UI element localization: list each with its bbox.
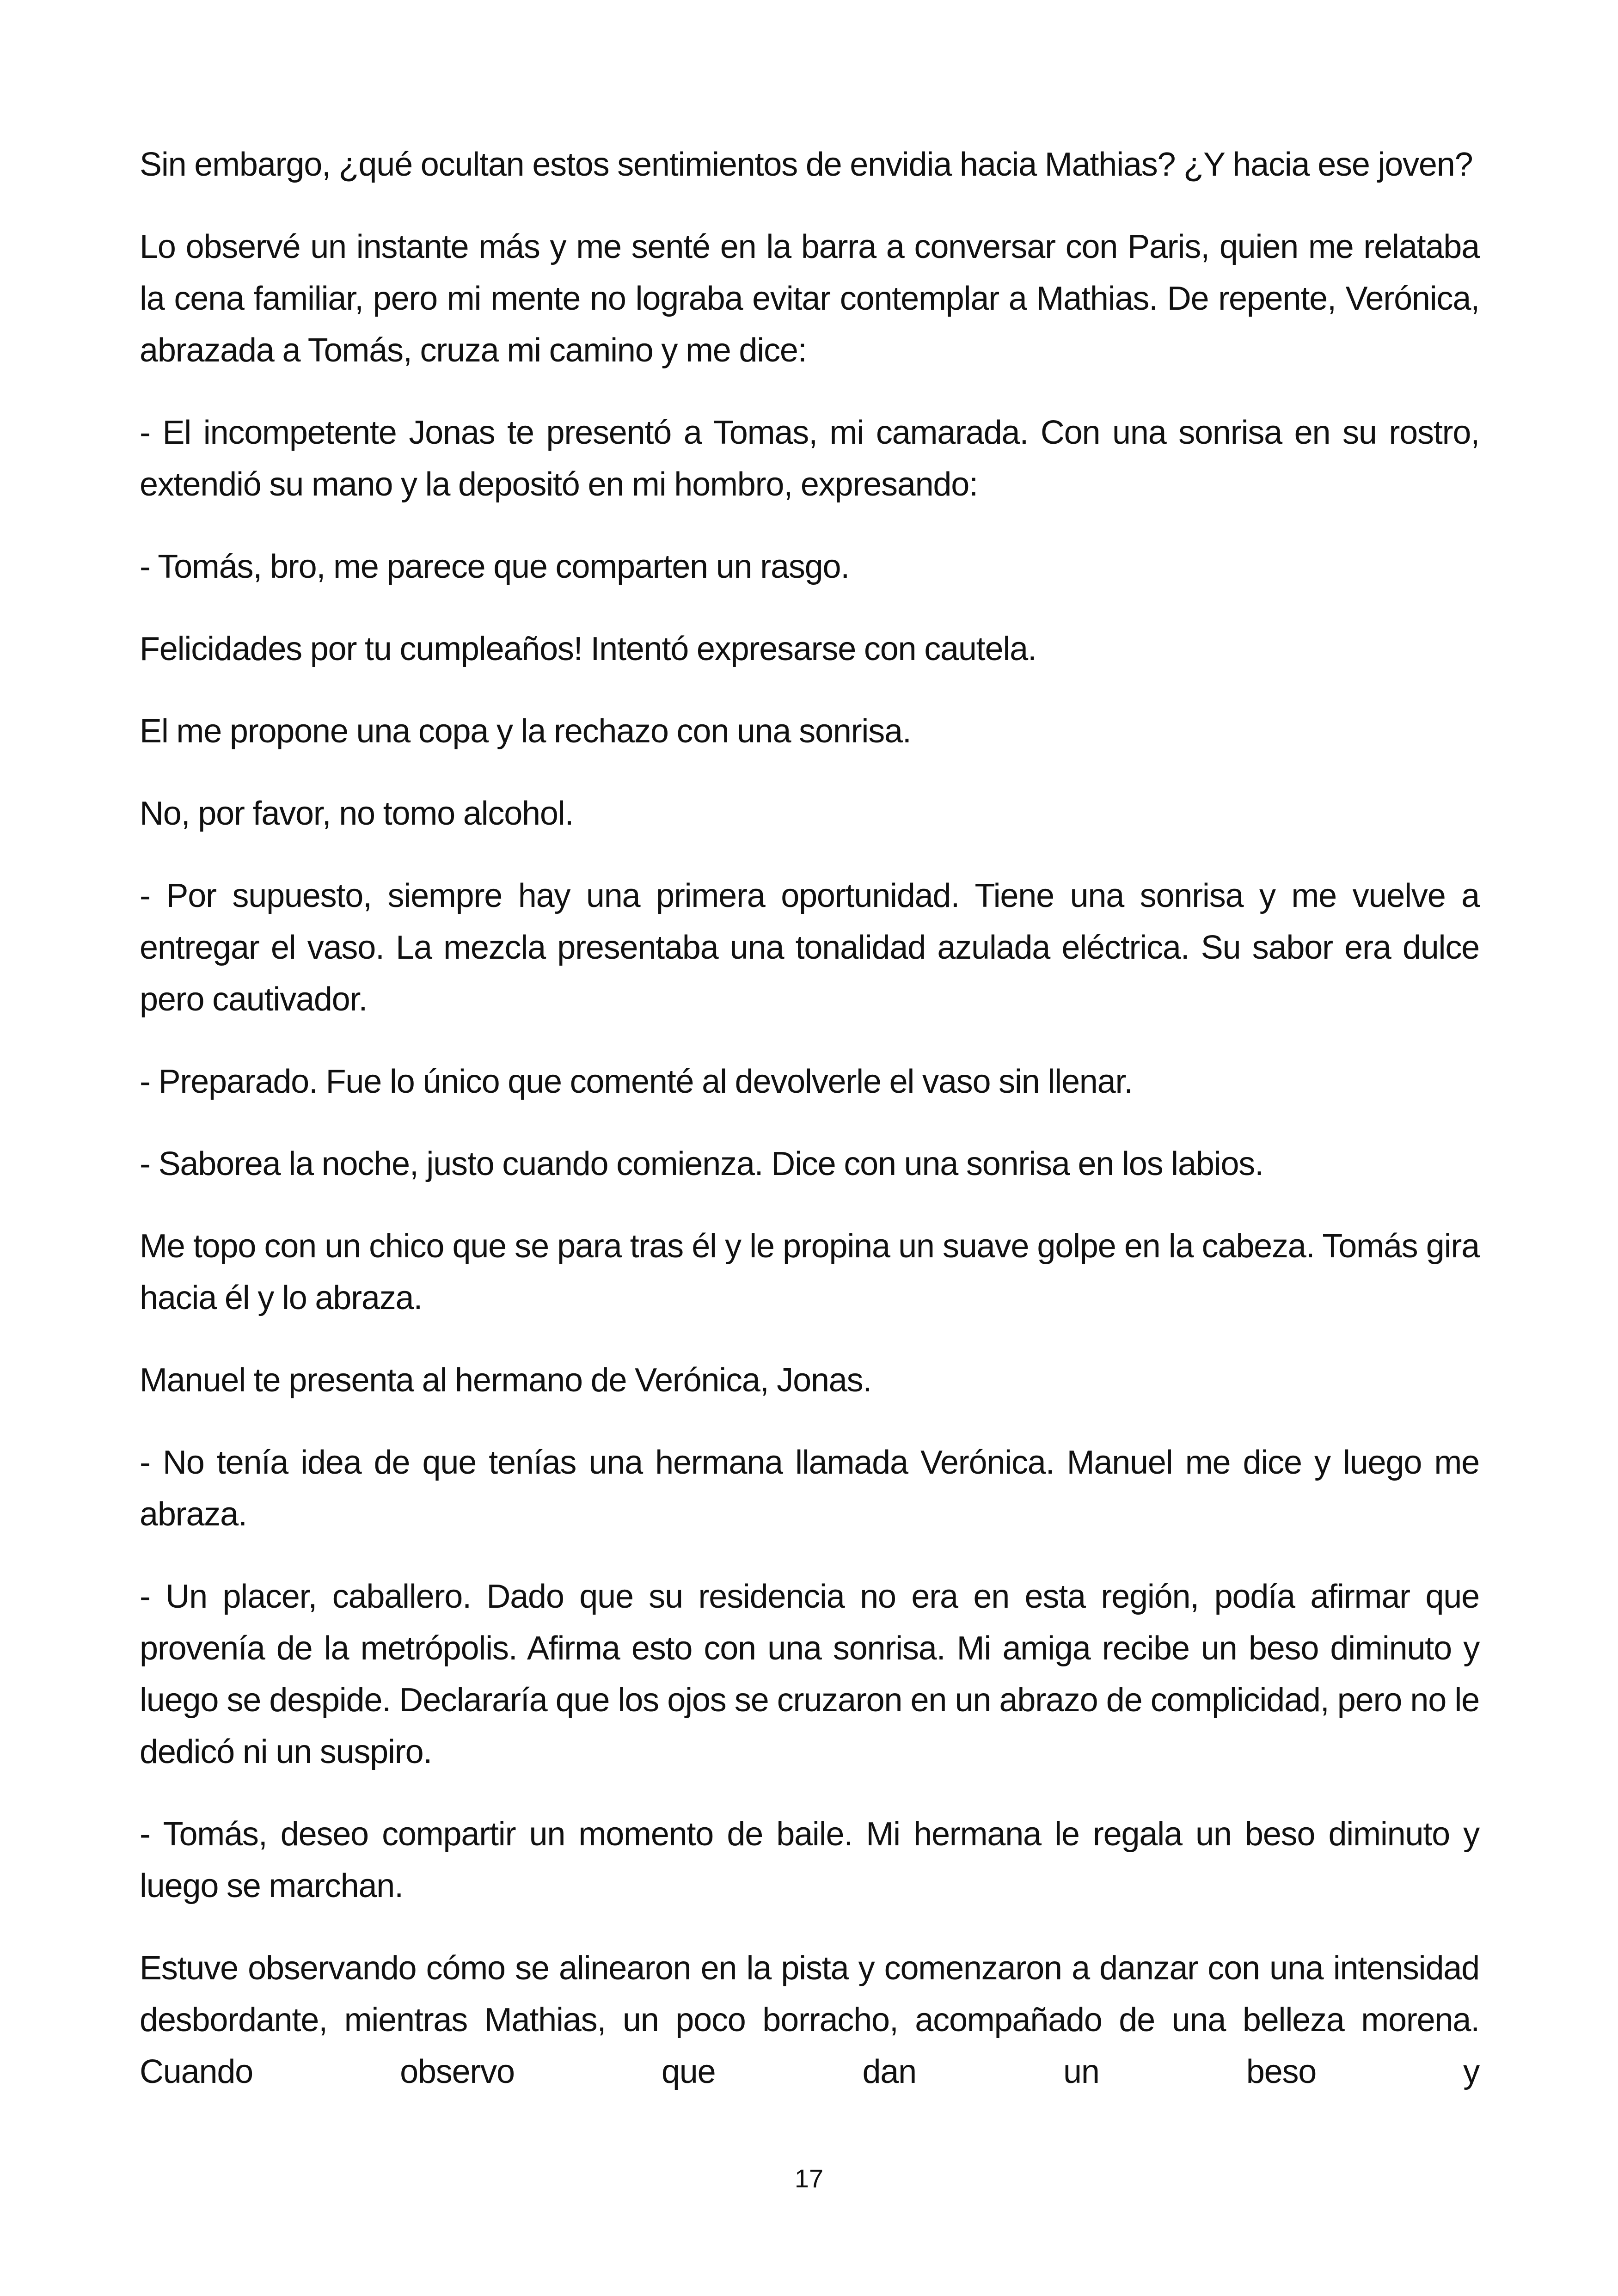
paragraph: - Por supuesto, siempre hay una primera oportunidad. Tiene una sonrisa y me vuelve a entregar el vaso. La mezcla presentaba una tonalidad azulada eléctrica. Su sabor era dulce pero cautivador. bbox=[140, 877, 1479, 1018]
paragraph: - Tomás, bro, me parece que comparten un rasgo. bbox=[140, 548, 850, 585]
page-number: 17 bbox=[794, 2164, 824, 2193]
paragraph: - No tenía idea de que tenías una hermana llamada Verónica. Manuel me dice y luego me abraza. bbox=[140, 1444, 1479, 1533]
paragraph: - Tomás, deseo compartir un momento de baile. Mi hermana le regala un beso diminuto y luego se marchan. bbox=[140, 1816, 1479, 1904]
paragraph: Estuve observando cómo se alinearon en la pista y comenzaron a danzar con una intensidad desbordante, mientras Mathias, un poco borracho, acompañado de una belleza morena. Cuando observo que dan un beso y bbox=[140, 1950, 1479, 2090]
body-text bbox=[140, 139, 1479, 2128]
paragraph: Sin embargo, ¿qué ocultan estos sentimientos de envidia hacia Mathias? ¿Y hacia ese joven? bbox=[140, 146, 1473, 183]
paragraph: - Preparado. Fue lo único que comenté al devolverle el vaso sin llenar. bbox=[140, 1063, 1133, 1100]
paragraph: Manuel te presenta al hermano de Verónica, Jonas. bbox=[140, 1362, 872, 1399]
paragraph: El me propone una copa y la rechazo con una sonrisa. bbox=[140, 713, 911, 750]
paragraph: Felicidades por tu cumpleaños! Intentó expresarse con cautela. bbox=[140, 631, 1036, 667]
paragraph: Lo observé un instante más y me senté en la barra a conversar con Paris, quien me relataba la cena familiar, pero mi mente no lograba evitar contemplar a Mathias. De repente, Verónica, abrazada a Tomás, cruza mi camino y me dice: bbox=[140, 228, 1479, 369]
paragraph: - Un placer, caballero. Dado que su residencia no era en esta región, podía afirmar que provenía de la metrópolis. Afirma esto con una sonrisa. Mi amiga recibe un beso diminuto y luego se despide. Declararía que los ojos se cruzaron en un abrazo de complicidad, pero no le dedicó ni un suspiro. bbox=[140, 1578, 1479, 1770]
paragraph: No, por favor, no tomo alcohol. bbox=[140, 795, 574, 832]
paragraph: - Saborea la noche, justo cuando comienza. Dice con una sonrisa en los labios. bbox=[140, 1145, 1263, 1182]
paragraph: Me topo con un chico que se para tras él y le propina un suave golpe en la cabeza. Tomás gira hacia él y lo abraza. bbox=[140, 1228, 1479, 1316]
paragraph: - El incompetente Jonas te presentó a Tomas, mi camarada. Con una sonrisa en su rostro, extendió su mano y la depositó en mi hombro, expresando: bbox=[140, 414, 1479, 503]
